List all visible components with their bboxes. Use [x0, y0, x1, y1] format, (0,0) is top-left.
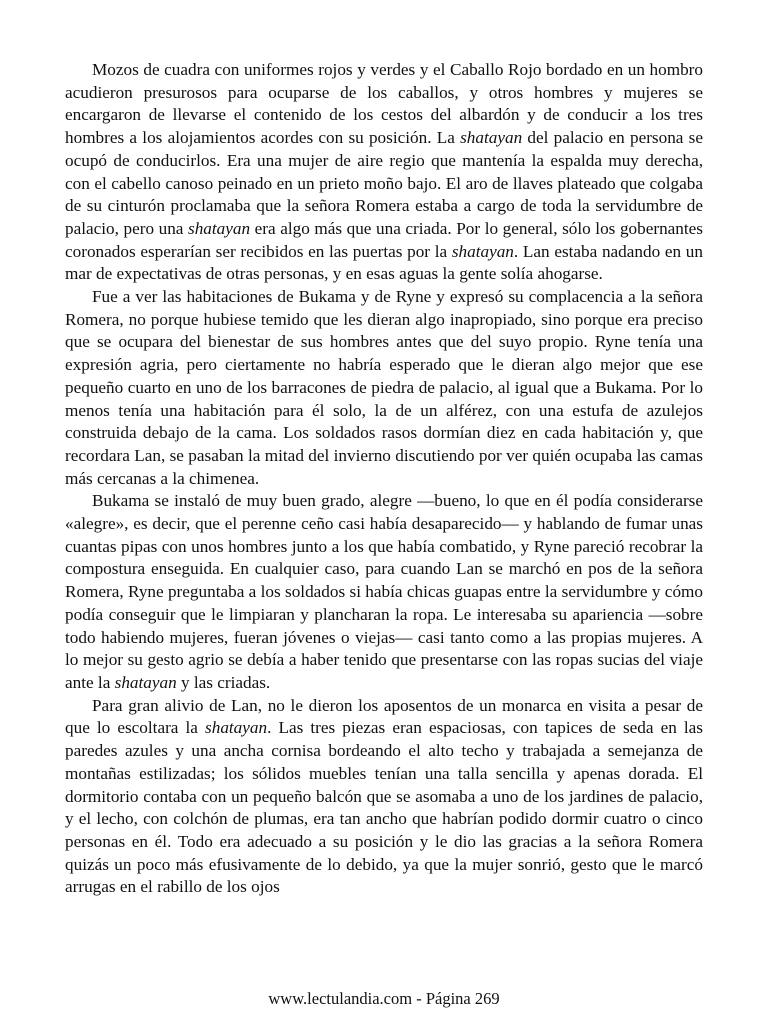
paragraph-3 — [65, 490, 703, 694]
italic-term: shatayan — [451, 241, 514, 261]
text-run: y las criadas. — [176, 672, 271, 692]
italic-term: shatayan — [188, 218, 251, 238]
text-run: . Lan estaba nadando en un mar de expectativas de otras personas, y en esas aguas la gente solía ahogarse. — [65, 241, 703, 284]
paragraph-1 — [65, 59, 703, 286]
document-body — [65, 59, 703, 899]
text-run: era algo más que una criada. Por lo general, sólo los gobernantes coronados esperarían ser recibidos en las puertas por la — [65, 218, 703, 261]
text-run: Mozos de cuadra con uniformes rojos y verdes y el Caballo Rojo bordado en un hombro acudieron presurosos para ocuparse de los caballos, y otros hombres y mujeres se encargaron de llevarse el contenido de los cestos del albardón y de conducir a los tres hombres a los alojamientos acordes con su posición. La — [65, 60, 703, 148]
italic-term: shatayan — [460, 128, 523, 148]
text-run: Para gran alivio de Lan, no le dieron los aposentos de un monarca en visita a pesar de que lo escoltara la — [65, 695, 703, 738]
italic-term: shatayan — [114, 672, 177, 692]
page-footer: www.lectulandia.com - Página 269 — [268, 989, 500, 1008]
text-run: Bukama se instaló de muy buen grado, alegre —bueno, lo que en él podía considerarse «alegre», es decir, que el perenne ceño casi había desaparecido— y hablando de fumar unas cuantas pipas con unos hombres junto a los que había combatido, y Ryne pareció recobrar la compostura enseguida. En cualquier caso, para cuando Lan se marchó en pos de la señora Romera, Ryne preguntaba a los soldados si había chicas guapas entre la servidumbre y cómo podía conseguir que le limpiaran y plancharan la ropa. Le interesaba su apariencia —sobre todo habiendo mujeres, fueran jóvenes o viejas— casi tanto como a las propias mujeres. A lo mejor su gesto agrio se debía a haber tenido que presentarse con las ropas sucias del viaje ante la — [65, 491, 703, 692]
text-run: . Las tres piezas eran espaciosas, con tapices de seda en las paredes azules y una ancha cornisa bordeando el alto techo y trabajada a semejanza de montañas estilizadas; los sólidos muebles tenían una talla sencilla y apenas dorada. El dormitorio contaba con un pequeño balcón que se asomaba a uno de los jardines de palacio, y el lecho, con colchón de plumas, era tan ancho que habrían podido dormir cuatro o cinco personas en él. Todo era adecuado a su posición y le dio las gracias a la señora Romera quizás un poco más efusivamente de lo debido, ya que la mujer sonrió, gesto que le marcó arrugas en el rabillo de los ojos — [65, 718, 703, 897]
text-run: del palacio en persona se ocupó de conducirlos. Era una mujer de aire regio que mantenía la espalda muy derecha, con el cabello canoso peinado en un prieto moño bajo. El aro de llaves plateado que colgaba de su cinturón proclamaba que la señora Romera estaba a cargo de toda la servidumbre de palacio, pero una — [65, 128, 703, 238]
paragraph-4 — [65, 695, 703, 899]
italic-term: shatayan — [205, 718, 268, 738]
paragraph-2 — [65, 286, 703, 490]
text-run: Fue a ver las habitaciones de Bukama y de Ryne y expresó su complacencia a la señora Romera, no porque hubiese temido que les dieran algo inapropiado, sino porque era preciso que se ocupara del bienestar de sus hombres antes que del suyo propio. Ryne tenía una expresión agria, pero ciertamente no habría esperado que le dieran algo mejor que ese pequeño cuarto en uno de los barracones de piedra de palacio, al igual que a Bukama. Por lo menos tenía una habitación para él solo, la de un alférez, con una estufa de azulejos construida debajo de la cama. Los soldados rasos dormían diez en cada habitación y, que recordara Lan, se pasaban la mitad del invierno discutiendo por ver quién ocupaba las camas más cercanas a la chimenea. — [65, 287, 703, 488]
